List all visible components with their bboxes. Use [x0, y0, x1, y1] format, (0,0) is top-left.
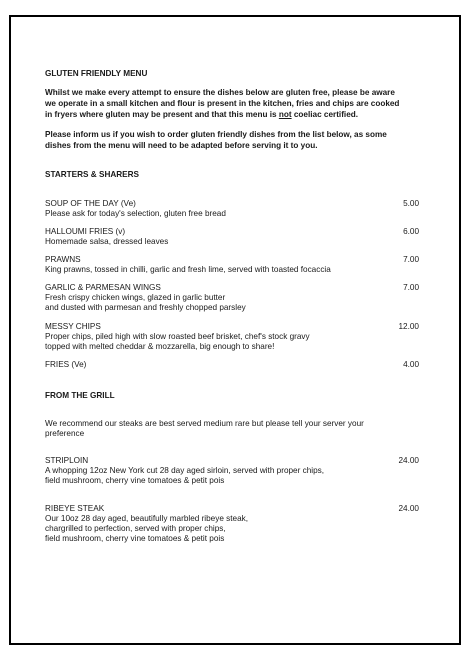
- item-price-ribeye: 24.00: [398, 504, 419, 513]
- item-name-ribeye: RIBEYE STEAK: [45, 504, 105, 513]
- item-price-striploin: 24.00: [398, 456, 419, 465]
- item-price-halloumi: 6.00: [403, 227, 419, 236]
- item-desc-striploin-1: A whopping 12oz New York cut 28 day aged sirloin, served with proper chips,: [45, 466, 324, 475]
- item-desc-ribeye-1: Our 10oz 28 day aged, beautifully marbled ribeye steak,: [45, 514, 248, 523]
- request-line-2: dishes from the menu will need to be adapted before serving it to you.: [45, 141, 318, 150]
- item-name-wings: GARLIC & PARMESAN WINGS: [45, 283, 161, 292]
- item-price-fries: 4.00: [403, 360, 419, 369]
- item-price-wings: 7.00: [403, 283, 419, 292]
- item-price-messy-chips: 12.00: [398, 322, 419, 331]
- item-desc-striploin-2: field mushroom, cherry vine tomatoes & petit pois: [45, 476, 225, 485]
- item-desc-halloumi: Homemade salsa, dressed leaves: [45, 237, 169, 246]
- item-desc-soup: Please ask for today's selection, gluten free bread: [45, 209, 226, 218]
- menu-title: GLUTEN FRIENDLY MENU: [45, 69, 148, 78]
- item-name-messy-chips: MESSY CHIPS: [45, 322, 101, 331]
- item-desc-wings-2: and dusted with parmesan and freshly chopped parsley: [45, 303, 246, 312]
- item-desc-messy-chips-2: topped with melted cheddar & mozzarella, big enough to share!: [45, 342, 275, 351]
- request-line-1: Please inform us if you wish to order gluten friendly dishes from the list below, as some: [45, 130, 387, 139]
- item-desc-ribeye-3: field mushroom, cherry vine tomatoes & petit pois: [45, 534, 225, 543]
- item-desc-messy-chips-1: Proper chips, piled high with slow roasted beef brisket, chef's stock gravy: [45, 332, 310, 341]
- grill-note-1: We recommend our steaks are best served medium rare but please tell your server your: [45, 419, 364, 428]
- item-name-halloumi: HALLOUMI FRIES (v): [45, 227, 126, 236]
- item-name-soup: SOUP OF THE DAY (Ve): [45, 199, 136, 208]
- menu-page: [9, 15, 461, 645]
- intro-line-2: we operate in a small kitchen and flour is present in the kitchen, fries and chips are cooked: [45, 99, 400, 108]
- item-name-prawns: PRAWNS: [45, 255, 81, 264]
- intro-line-1: Whilst we make every attempt to ensure the dishes below are gluten free, please be aware: [45, 88, 395, 97]
- intro-line-3-end: coeliac certified.: [291, 110, 359, 119]
- item-desc-prawns: King prawns, tossed in chilli, garlic and fresh lime, served with toasted focaccia: [45, 265, 331, 274]
- item-desc-ribeye-2: chargrilled to perfection, served with proper chips,: [45, 524, 226, 533]
- item-name-fries: FRIES (Ve): [45, 360, 87, 369]
- item-price-prawns: 7.00: [403, 255, 419, 264]
- grill-heading: FROM THE GRILL: [45, 391, 115, 400]
- item-price-soup: 5.00: [403, 199, 419, 208]
- starters-heading: STARTERS & SHARERS: [45, 170, 140, 179]
- item-name-striploin: STRIPLOIN: [45, 456, 89, 465]
- intro-line-3-start: in fryers where gluten may be present and that this menu is: [45, 110, 279, 119]
- intro-line-3: [45, 110, 358, 121]
- item-desc-wings-1: Fresh crispy chicken wings, glazed in garlic butter: [45, 293, 226, 302]
- grill-note-2: preference: [45, 429, 85, 438]
- not-underlined: not: [278, 110, 292, 119]
